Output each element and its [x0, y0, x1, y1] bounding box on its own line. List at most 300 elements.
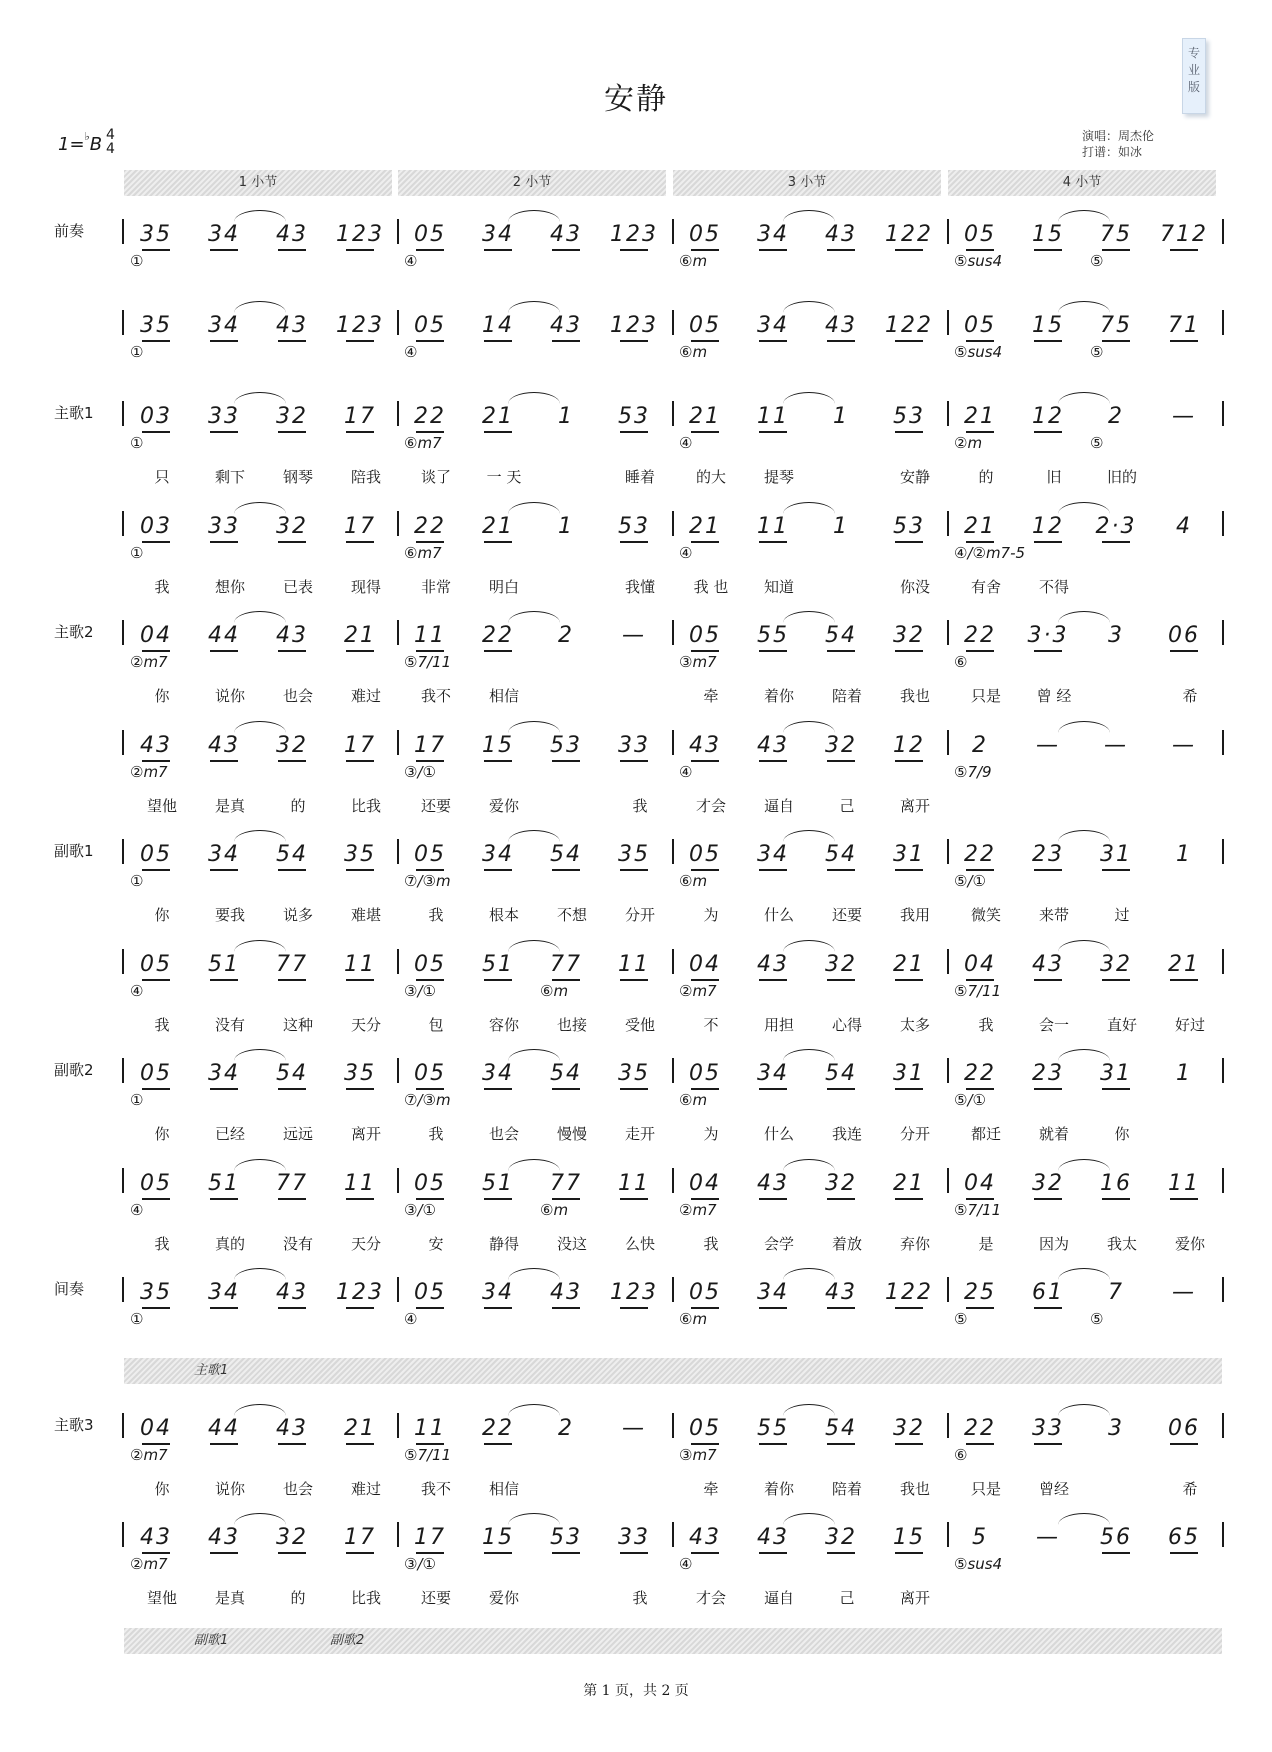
- underline: [895, 1198, 923, 1200]
- underline: [416, 249, 444, 251]
- barline: [672, 1413, 674, 1438]
- underline: [895, 650, 923, 652]
- underline: [484, 541, 512, 543]
- underline: [620, 249, 648, 251]
- underline: [552, 1552, 580, 1554]
- barline: [1222, 1277, 1224, 1302]
- note-group: 7: [1108, 1280, 1124, 1305]
- note-group: 17: [403, 733, 457, 759]
- chord-symbol: ③m7: [679, 653, 717, 671]
- lyric-text: 希: [1182, 687, 1198, 705]
- note-group: 32: [814, 733, 868, 759]
- underline: [827, 1443, 855, 1445]
- note-group: 53: [607, 404, 661, 430]
- measure-header: 4 小节: [948, 170, 1216, 196]
- slur-arc: [783, 392, 835, 404]
- note-group: —: [622, 623, 646, 648]
- lyric-text: 没有: [282, 1235, 313, 1253]
- note-group: 54: [814, 1416, 868, 1442]
- note-group: 43: [129, 733, 183, 759]
- underline: [620, 1307, 648, 1309]
- note-group: 16: [1089, 1171, 1143, 1197]
- underline: [759, 650, 787, 652]
- chord-symbol: ④: [679, 1555, 693, 1573]
- slur-arc: [508, 502, 560, 514]
- note-group: 32: [265, 404, 319, 430]
- note-group: —: [1172, 733, 1196, 758]
- slur-arc: [508, 1049, 560, 1061]
- chord-symbol: ⑥: [954, 653, 968, 671]
- underline: [620, 340, 648, 342]
- underline: [966, 1307, 994, 1309]
- underline: [142, 1088, 170, 1090]
- lyric-text: 弃你: [899, 1235, 930, 1253]
- underline: [346, 1552, 374, 1554]
- underline: [346, 249, 374, 251]
- lyric-text: 望他: [146, 1589, 177, 1607]
- slur-arc: [1058, 1268, 1110, 1280]
- note-group: 05: [403, 842, 457, 868]
- underline: [484, 431, 512, 433]
- lyric-text: 我: [154, 1235, 170, 1253]
- barline: [397, 401, 399, 426]
- underline: [620, 1552, 648, 1554]
- barline: [672, 730, 674, 755]
- chord-symbol: ⑥: [954, 1446, 968, 1464]
- barline: [122, 949, 124, 974]
- barline: [397, 730, 399, 755]
- lyric-text: 已经: [214, 1125, 245, 1143]
- slur-arc: [508, 721, 560, 733]
- note-group: 21: [471, 514, 525, 540]
- barline: [1222, 1058, 1224, 1083]
- chord-symbol: ⑤/①: [954, 872, 986, 890]
- note-group: 32: [814, 952, 868, 978]
- underline: [827, 249, 855, 251]
- underline: [966, 1198, 994, 1200]
- credits: [1082, 128, 1154, 160]
- underline: [827, 1552, 855, 1554]
- underline: [210, 249, 238, 251]
- lyric-text: 难堪: [350, 906, 381, 924]
- note-group: 43: [746, 952, 800, 978]
- section-label: 主歌3: [54, 1416, 94, 1434]
- lyric-text: 现得: [350, 578, 381, 596]
- note-group: 12: [1021, 514, 1075, 540]
- underline: [142, 1307, 170, 1309]
- underline: [484, 1552, 512, 1554]
- lyric-text: 我: [428, 906, 444, 924]
- underline: [691, 650, 719, 652]
- slur-arc: [783, 721, 835, 733]
- section-label: 主歌1: [54, 404, 94, 422]
- barline: [1222, 949, 1224, 974]
- lyric-text: 旧: [1046, 468, 1062, 486]
- note-group: 22: [403, 404, 457, 430]
- slur-arc: [234, 1268, 286, 1280]
- lyric-text: 什么: [763, 906, 794, 924]
- slur-arc: [508, 1404, 560, 1416]
- chord-symbol: ④: [130, 1201, 144, 1219]
- underline: [966, 1443, 994, 1445]
- page-footer: 第 1 页，共 2 页: [583, 1683, 689, 1699]
- note-group: 11: [333, 1171, 387, 1197]
- note-group: 34: [197, 313, 251, 339]
- lyric-text: 己: [839, 1589, 855, 1607]
- note-group: 17: [333, 404, 387, 430]
- chord-symbol: ⑦/③m: [404, 1091, 451, 1109]
- underline: [1034, 431, 1062, 433]
- lyric-text: 根本: [488, 906, 519, 924]
- note-group: 05: [678, 623, 732, 649]
- underline: [142, 1443, 170, 1445]
- chord-symbol: ⑤7/11: [954, 982, 1002, 1000]
- note-group: 53: [882, 514, 936, 540]
- note-group: 25: [953, 1280, 1007, 1306]
- chord-symbol: ④: [404, 252, 418, 270]
- underline: [1034, 249, 1062, 251]
- underline: [620, 431, 648, 433]
- note-group: 43: [814, 1280, 868, 1306]
- underline: [278, 340, 306, 342]
- lyric-text: 你: [154, 1480, 170, 1498]
- note-group: 05: [678, 1416, 732, 1442]
- lyric-text: 说多: [282, 906, 313, 924]
- note-group: 23: [1021, 1061, 1075, 1087]
- barline: [947, 1277, 949, 1302]
- underline: [1102, 340, 1130, 342]
- underline: [827, 1088, 855, 1090]
- note-group: 21: [1157, 952, 1211, 978]
- lyric-text: 受他: [624, 1016, 655, 1034]
- slur-arc: [234, 1404, 286, 1416]
- underline: [210, 431, 238, 433]
- note-group: 2: [558, 1416, 574, 1441]
- note-group: 21: [678, 404, 732, 430]
- note-group: 1: [1176, 842, 1192, 867]
- underline: [691, 431, 719, 433]
- note-group: 05: [129, 952, 183, 978]
- slur-arc: [508, 830, 560, 842]
- slur-arc: [783, 830, 835, 842]
- lyric-text: 的: [978, 468, 994, 486]
- underline: [552, 979, 580, 981]
- lyric-text: 陪着: [831, 1480, 862, 1498]
- slur-arc: [1058, 210, 1110, 222]
- lyric-text: 有舍: [970, 578, 1001, 596]
- underline: [1034, 650, 1062, 652]
- slur-arc: [783, 301, 835, 313]
- slur-arc: [508, 611, 560, 623]
- lyric-text: 我不: [420, 687, 451, 705]
- lyric-text: 睡着: [624, 468, 655, 486]
- note-group: 712: [1157, 222, 1211, 248]
- slur-arc: [234, 210, 286, 222]
- underline: [966, 431, 994, 433]
- lyric-text: 的: [290, 1589, 306, 1607]
- note-group: 05: [129, 1171, 183, 1197]
- underline: [552, 249, 580, 251]
- underline: [1034, 1198, 1062, 1200]
- lyric-text: 着你: [763, 1480, 794, 1498]
- underline: [484, 760, 512, 762]
- lyric-text: 好过: [1174, 1016, 1205, 1034]
- lyric-text: 容你: [488, 1016, 519, 1034]
- edition-badge: 专业版: [1182, 38, 1206, 114]
- note-group: 1: [833, 404, 849, 429]
- lyric-text: 希: [1182, 1480, 1198, 1498]
- underline: [1102, 869, 1130, 871]
- lyric-text: 都迁: [970, 1125, 1001, 1143]
- slur-arc: [1058, 830, 1110, 842]
- slur-arc: [1058, 1513, 1110, 1525]
- barline: [397, 219, 399, 244]
- barline: [397, 1522, 399, 1547]
- underline: [210, 869, 238, 871]
- lyric-text: 来带: [1038, 906, 1069, 924]
- chord-symbol: ⑥m7: [404, 544, 442, 562]
- note-group: 32: [1021, 1171, 1075, 1197]
- note-group: 05: [678, 222, 732, 248]
- lyric-text: 也会: [282, 687, 313, 705]
- underline: [552, 340, 580, 342]
- chord-symbol: ⑤: [1090, 252, 1104, 270]
- note-group: 06: [1157, 623, 1211, 649]
- underline: [552, 1088, 580, 1090]
- underline: [759, 1552, 787, 1554]
- note-group: 43: [539, 313, 593, 339]
- underline: [966, 869, 994, 871]
- underline: [691, 340, 719, 342]
- underline: [416, 431, 444, 433]
- slur-arc: [508, 1159, 560, 1171]
- underline: [142, 1198, 170, 1200]
- lyric-text: 不想: [556, 906, 587, 924]
- underline: [416, 869, 444, 871]
- barline: [672, 1058, 674, 1083]
- note-group: 35: [333, 1061, 387, 1087]
- note-group: 43: [265, 313, 319, 339]
- lyric-text: 分开: [899, 1125, 930, 1143]
- lyric-text: 我 也: [693, 578, 729, 596]
- lyric-text: 着放: [831, 1235, 862, 1253]
- underline: [1170, 1443, 1198, 1445]
- chord-symbol: ③/①: [404, 1555, 436, 1573]
- note-group: 34: [746, 1280, 800, 1306]
- underline: [966, 541, 994, 543]
- note-group: 43: [265, 1280, 319, 1306]
- lyric-text: 包: [428, 1016, 444, 1034]
- chord-symbol: ③/①: [404, 763, 436, 781]
- lyric-text: 是: [978, 1235, 994, 1253]
- note-group: 123: [333, 1280, 387, 1306]
- underline: [895, 760, 923, 762]
- note-group: 32: [265, 1525, 319, 1551]
- note-group: 51: [471, 1171, 525, 1197]
- note-group: 05: [403, 952, 457, 978]
- lyric-text: 爱你: [1174, 1235, 1205, 1253]
- lyric-text: 你: [154, 1125, 170, 1143]
- note-group: 11: [607, 952, 661, 978]
- barline: [122, 1522, 124, 1547]
- underline: [966, 249, 994, 251]
- note-group: 34: [197, 222, 251, 248]
- lyric-text: 离开: [899, 797, 930, 815]
- note-group: 32: [882, 1416, 936, 1442]
- underline: [691, 1088, 719, 1090]
- lyric-text: 分开: [624, 906, 655, 924]
- lyric-text: 安: [428, 1235, 444, 1253]
- lyric-text: 我连: [831, 1125, 862, 1143]
- underline: [759, 1443, 787, 1445]
- time-signature: [106, 128, 115, 156]
- note-group: 43: [539, 1280, 593, 1306]
- lyric-text: 我懂: [624, 578, 655, 596]
- chord-symbol: ⑦/③m: [404, 872, 451, 890]
- underline: [416, 1088, 444, 1090]
- note-group: 22: [471, 623, 525, 649]
- underline: [278, 650, 306, 652]
- underline: [210, 541, 238, 543]
- underline: [210, 340, 238, 342]
- chord-symbol: ⑤sus4: [954, 1555, 1003, 1573]
- chord-symbol: ①: [130, 1310, 144, 1328]
- note-group: 35: [129, 313, 183, 339]
- underline: [1102, 249, 1130, 251]
- slur-arc: [508, 301, 560, 313]
- note-group: 65: [1157, 1525, 1211, 1551]
- note-group: 03: [129, 404, 183, 430]
- chord-symbol: ①: [130, 872, 144, 890]
- barline: [122, 1413, 124, 1438]
- underline: [827, 869, 855, 871]
- note-group: 43: [746, 1525, 800, 1551]
- note-group: 43: [1021, 952, 1075, 978]
- note-group: —: [1036, 1525, 1060, 1550]
- note-group: 53: [539, 733, 593, 759]
- note-group: 05: [678, 313, 732, 339]
- note-group: 34: [471, 1280, 525, 1306]
- underline: [966, 340, 994, 342]
- lyric-text: 我: [632, 1589, 648, 1607]
- underline: [552, 1307, 580, 1309]
- lyric-text: 不得: [1038, 578, 1069, 596]
- chord-symbol: ⑤: [1090, 343, 1104, 361]
- underline: [210, 979, 238, 981]
- note-group: 2: [558, 623, 574, 648]
- note-group: 77: [539, 1171, 593, 1197]
- underline: [416, 979, 444, 981]
- lyric-text: 知道: [763, 578, 794, 596]
- note-group: 54: [265, 1061, 319, 1087]
- note-group: 11: [746, 514, 800, 540]
- lyric-text: 会一: [1038, 1016, 1069, 1034]
- chord-symbol: ①: [130, 343, 144, 361]
- note-group: 54: [539, 1061, 593, 1087]
- note-group: 04: [678, 952, 732, 978]
- slur-arc: [783, 1513, 835, 1525]
- time-sig-top: 4: [106, 127, 115, 143]
- underline: [210, 1198, 238, 1200]
- lyric-text: 安静: [899, 468, 930, 486]
- chord-symbol: ⑥m: [679, 872, 708, 890]
- note-group: 54: [814, 1061, 868, 1087]
- underline: [827, 1198, 855, 1200]
- barline: [947, 949, 949, 974]
- note-group: 122: [882, 1280, 936, 1306]
- lyric-text: 你没: [899, 578, 930, 596]
- note-group: 31: [1089, 842, 1143, 868]
- note-group: 43: [746, 1171, 800, 1197]
- underline: [346, 1088, 374, 1090]
- lyric-text: 只是: [970, 687, 1001, 705]
- note-group: 12: [1021, 404, 1075, 430]
- note-group: 43: [539, 222, 593, 248]
- underline: [416, 650, 444, 652]
- note-group: 34: [746, 1061, 800, 1087]
- barline: [672, 1522, 674, 1547]
- underline: [346, 869, 374, 871]
- underline: [1034, 1307, 1062, 1309]
- barline: [947, 219, 949, 244]
- slur-arc: [1058, 301, 1110, 313]
- note-group: 34: [471, 1061, 525, 1087]
- slur-arc: [1058, 611, 1110, 623]
- lyric-text: 说你: [214, 687, 245, 705]
- note-group: 123: [607, 313, 661, 339]
- note-group: 05: [953, 222, 1007, 248]
- underline: [416, 340, 444, 342]
- underline: [759, 1198, 787, 1200]
- note-group: 33: [197, 404, 251, 430]
- chord-symbol: ③/①: [404, 982, 436, 1000]
- note-group: 34: [197, 1280, 251, 1306]
- lyric-text: 着你: [763, 687, 794, 705]
- note-group: 15: [471, 733, 525, 759]
- barline: [397, 839, 399, 864]
- underline: [895, 249, 923, 251]
- underline: [416, 1552, 444, 1554]
- chord-symbol: ②m: [954, 434, 983, 452]
- slur-arc: [1058, 1049, 1110, 1061]
- barline: [1222, 511, 1224, 536]
- key-eq: =: [69, 134, 85, 155]
- lyric-text: 旧的: [1106, 468, 1137, 486]
- underline: [484, 1307, 512, 1309]
- lyric-text: 我: [703, 1235, 719, 1253]
- section-banner: [124, 1628, 1222, 1654]
- section-label: 副歌1: [54, 842, 94, 860]
- underline: [620, 1088, 648, 1090]
- chord-symbol: ⑤: [1090, 434, 1104, 452]
- note-group: 21: [882, 952, 936, 978]
- chord-symbol: ⑤7/11: [954, 1201, 1002, 1219]
- chord-symbol: ⑤sus4: [954, 252, 1003, 270]
- note-group: 21: [333, 1416, 387, 1442]
- underline: [1102, 979, 1130, 981]
- chord-symbol: ⑥m: [540, 982, 569, 1000]
- slur-arc: [234, 301, 286, 313]
- underline: [1170, 650, 1198, 652]
- note-group: 21: [953, 404, 1007, 430]
- lyric-text: 因为: [1038, 1235, 1069, 1253]
- key-note: B: [89, 134, 103, 155]
- note-group: 05: [403, 222, 457, 248]
- underline: [278, 1307, 306, 1309]
- lyric-text: 离开: [899, 1589, 930, 1607]
- note-group: 44: [197, 1416, 251, 1442]
- note-group: 04: [129, 623, 183, 649]
